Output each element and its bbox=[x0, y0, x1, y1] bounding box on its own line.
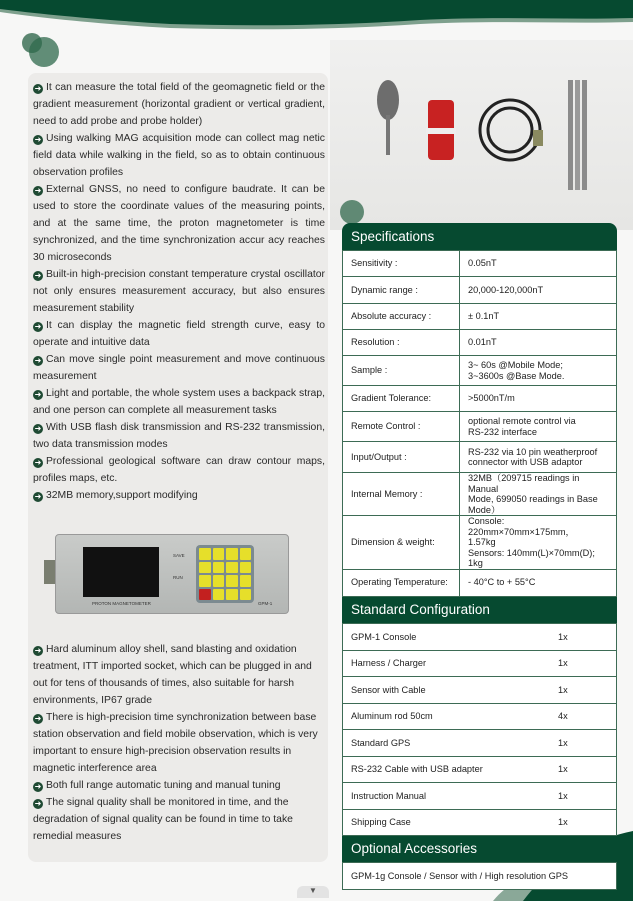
spec-row bbox=[343, 277, 617, 304]
device-screen bbox=[83, 547, 159, 597]
spec-value: 32MB（209715 readings in Manual Mode, 699050 readings in Base Mode） bbox=[460, 473, 617, 516]
spec-row bbox=[343, 251, 617, 277]
spec-label: Absolute accuracy : bbox=[343, 304, 460, 330]
feature-text: External GNSS, no need to configure baudrate. It can be used to store the coordinate values of the measuring points, and at the same time, the proton magnetometer is time synchronized, and the time synchronization accur acy reaches 30 microseconds bbox=[33, 184, 325, 263]
device-brand-label: PROTON MAGNETOMETER bbox=[92, 601, 151, 606]
standard-configuration-header: Standard Configuration bbox=[342, 597, 617, 623]
spec-value: 20,000-120,000nT bbox=[460, 277, 617, 304]
feature-item bbox=[33, 419, 325, 453]
feature-text: Professional geological software can draw contour maps, profiles maps, etc. bbox=[33, 456, 325, 484]
config-row bbox=[343, 624, 617, 651]
device-model-label: GPM-1 bbox=[258, 601, 273, 606]
spec-label: Resolution : bbox=[343, 330, 460, 356]
config-qty: 1x bbox=[550, 677, 617, 704]
arrow-circle-icon: ➜ bbox=[34, 322, 42, 331]
feature-text: Both full range automatic tuning and manual tuning bbox=[46, 780, 281, 791]
arrow-circle-icon: ➜ bbox=[34, 714, 42, 723]
product-photo bbox=[330, 40, 633, 230]
feature-item bbox=[33, 641, 325, 709]
spec-row bbox=[343, 386, 617, 412]
spec-label: Internal Memory : bbox=[343, 473, 460, 516]
spec-row bbox=[343, 516, 617, 570]
optional-accessories-header: Optional Accessories bbox=[342, 836, 617, 862]
device-keypad bbox=[196, 545, 254, 603]
feature-item bbox=[33, 487, 325, 504]
arrow-circle-icon: ➜ bbox=[34, 271, 42, 280]
config-row bbox=[343, 783, 617, 810]
arrow-circle-icon: ➜ bbox=[34, 458, 42, 467]
config-qty: 1x bbox=[550, 650, 617, 677]
config-row bbox=[343, 677, 617, 704]
feature-item bbox=[33, 794, 325, 845]
spec-row bbox=[343, 412, 617, 442]
arrow-circle-icon: ➜ bbox=[34, 492, 42, 501]
spec-value: ± 0.1nT bbox=[460, 304, 617, 330]
arrow-circle-icon: ➜ bbox=[34, 390, 42, 399]
probe-accessories-image bbox=[330, 40, 633, 230]
spec-value: 3~ 60s @Mobile Mode; 3~3600s @Base Mode. bbox=[460, 356, 617, 386]
arrow-circle-icon: ➜ bbox=[34, 84, 42, 93]
feature-text: Using walking MAG acquisition mode can collect mag netic field data while walking in the field, so as to obtain continuous observation profiles bbox=[33, 133, 325, 178]
config-qty: 1x bbox=[550, 730, 617, 757]
spec-label: Gradient Tolerance: bbox=[343, 386, 460, 412]
config-item: Shipping Case bbox=[343, 809, 551, 836]
spec-label: Operating Temperature: bbox=[343, 569, 460, 596]
spec-row bbox=[343, 473, 617, 516]
feature-text: Built-in high-precision constant temperature crystal oscillator not only ensures measurement accuracy, but also ensures measurement stability bbox=[33, 269, 325, 314]
console-device-image bbox=[55, 534, 289, 614]
spec-row bbox=[343, 356, 617, 386]
spec-value: Console: 220mm×70mm×175mm， 1.57kg Sensors: 140mm(L)×70mm(D); 1kg bbox=[460, 516, 617, 570]
spec-label: Remote Control : bbox=[343, 412, 460, 442]
config-qty: 1x bbox=[550, 756, 617, 783]
feature-item bbox=[33, 317, 325, 351]
configuration-table bbox=[342, 623, 617, 836]
spec-label: Sample : bbox=[343, 356, 460, 386]
config-qty: 4x bbox=[550, 703, 617, 730]
feature-item bbox=[33, 130, 325, 181]
arrow-circle-icon: ➜ bbox=[34, 782, 42, 791]
spec-value: RS-232 via 10 pin weatherproof connector with USB adaptor bbox=[460, 442, 617, 473]
feature-text: Light and portable, the whole system uses a backpack strap, and one person can complete all measurement tasks bbox=[33, 388, 325, 416]
specifications-table bbox=[342, 250, 617, 597]
spec-label: Dynamic range : bbox=[343, 277, 460, 304]
spec-value: 0.05nT bbox=[460, 251, 617, 277]
spec-value: 0.01nT bbox=[460, 330, 617, 356]
feature-item bbox=[33, 385, 325, 419]
config-item: Sensor with Cable bbox=[343, 677, 551, 704]
spec-row bbox=[343, 569, 617, 596]
features-list-bottom bbox=[33, 641, 325, 845]
spec-label: Input/Output : bbox=[343, 442, 460, 473]
feature-text: It can display the magnetic field strength curve, easy to operate and intuitive data bbox=[33, 320, 325, 348]
config-qty: 1x bbox=[550, 809, 617, 836]
feature-text: With USB flash disk transmission and RS-232 transmission, two data transmission modes bbox=[33, 422, 325, 450]
arrow-circle-icon: ➜ bbox=[34, 424, 42, 433]
arrow-circle-icon: ➜ bbox=[34, 186, 42, 195]
device-run-label: RUN bbox=[173, 575, 183, 580]
config-qty: 1x bbox=[550, 783, 617, 810]
config-row bbox=[343, 650, 617, 677]
spec-row bbox=[343, 304, 617, 330]
feature-item bbox=[33, 181, 325, 266]
config-item: Aluminum rod 50cm bbox=[343, 703, 551, 730]
config-item: GPM-1 Console bbox=[343, 624, 551, 651]
spec-label: Sensitivity : bbox=[343, 251, 460, 277]
arrow-circle-icon: ➜ bbox=[34, 135, 42, 144]
feature-item bbox=[33, 351, 325, 385]
optional-accessories-table bbox=[342, 862, 617, 890]
config-item: Instruction Manual bbox=[343, 783, 551, 810]
config-row bbox=[343, 756, 617, 783]
decorative-circles bbox=[18, 30, 60, 70]
feature-text: Hard aluminum alloy shell, sand blasting and oxidation treatment, ITT imported socket, which can be plugged in and out for tens of thousands of times, also suitable for harsh environments, IP67 grade bbox=[33, 644, 312, 706]
spec-row bbox=[343, 330, 617, 356]
optional-accessories-text: GPM-1g Console / Sensor with / High resolution GPS bbox=[343, 863, 617, 890]
arrow-circle-icon: ➜ bbox=[34, 356, 42, 365]
features-list-top bbox=[33, 79, 325, 504]
feature-item bbox=[33, 709, 325, 777]
feature-item bbox=[33, 453, 325, 487]
arrow-circle-icon: ➜ bbox=[34, 646, 42, 655]
device-save-label: SAVE bbox=[173, 553, 185, 558]
config-qty: 1x bbox=[550, 624, 617, 651]
feature-text: Can move single point measurement and move continuous measurement bbox=[33, 354, 325, 382]
spec-value: >5000nT/m bbox=[460, 386, 617, 412]
config-row bbox=[343, 809, 617, 836]
feature-item bbox=[33, 266, 325, 317]
config-row bbox=[343, 703, 617, 730]
feature-text: 32MB memory,support modifying bbox=[46, 490, 198, 501]
config-item: Standard GPS bbox=[343, 730, 551, 757]
feature-text: The signal quality shall be monitored in time, and the degradation of signal quality can be found in time to take remedial measures bbox=[33, 797, 293, 842]
spec-label: Dimension & weight: bbox=[343, 516, 460, 570]
spec-value: - 40°C to + 55°C bbox=[460, 569, 617, 596]
feature-item bbox=[33, 777, 325, 794]
feature-text: There is high-precision time synchronization between base station observation and field mobile observation, which is very important to ensure high-precision observation results in magnetic interference area bbox=[33, 712, 318, 774]
specifications-header: Specifications bbox=[342, 223, 617, 250]
feature-item bbox=[33, 79, 325, 130]
header-wave-band bbox=[0, 0, 633, 40]
config-row bbox=[343, 730, 617, 757]
config-item: Harness / Charger bbox=[343, 650, 551, 677]
arrow-circle-icon: ➜ bbox=[34, 799, 42, 808]
page-down-button[interactable]: ▼ bbox=[297, 886, 329, 898]
config-item: RS-232 Cable with USB adapter bbox=[343, 756, 551, 783]
spec-value: optional remote control via RS-232 interface bbox=[460, 412, 617, 442]
spec-row bbox=[343, 442, 617, 473]
feature-text: It can measure the total field of the geomagnetic field or the gradient measurement (horizontal gradient or vertical gradient, need to add probe and probe holder) bbox=[33, 82, 325, 127]
